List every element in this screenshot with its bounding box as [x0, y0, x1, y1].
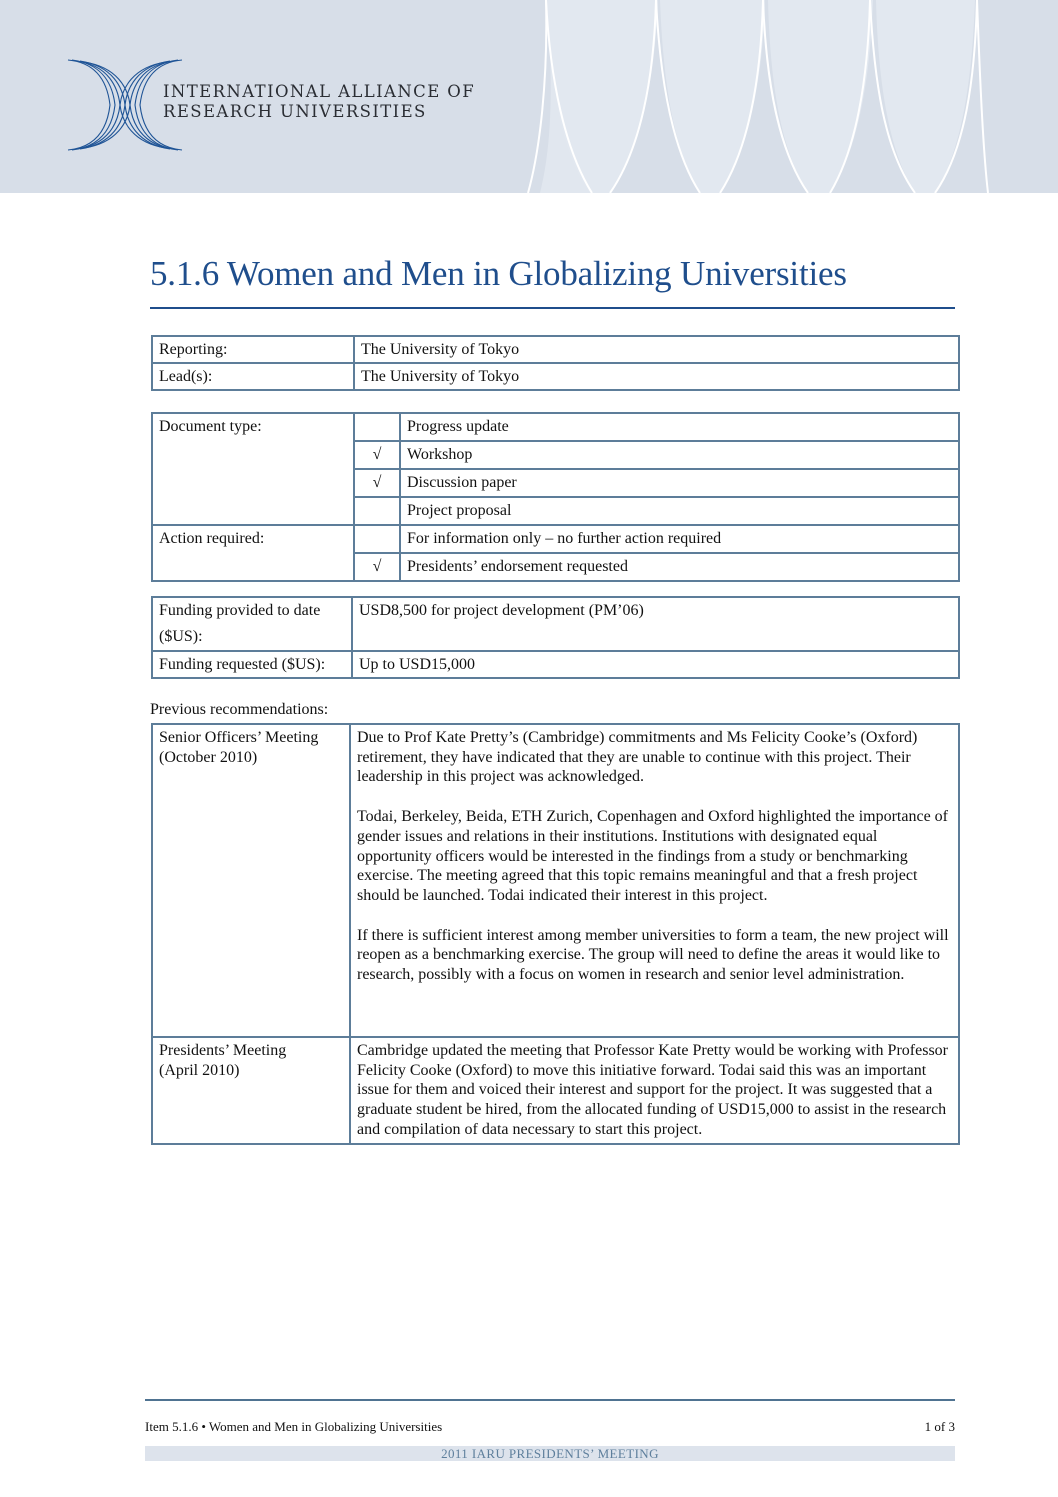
footer-item-title: Item 5.1.6 • Women and Men in Globalizing Universities — [145, 1419, 443, 1434]
leads-value: The University of Tokyo — [354, 363, 959, 390]
page-title: 5.1.6 Women and Men in Globalizing Universities — [150, 254, 847, 293]
checkmark — [354, 525, 400, 553]
table-row — [152, 336, 959, 363]
table-row — [152, 651, 959, 678]
org-name-line2: RESEARCH UNIVERSITIES — [163, 102, 427, 121]
checkmark: √ — [354, 469, 400, 497]
checkmark: √ — [354, 441, 400, 469]
leads-label: Lead(s): — [152, 363, 354, 390]
org-name-line1: INTERNATIONAL ALLIANCE OF — [163, 82, 476, 101]
meeting-cell — [152, 1037, 350, 1144]
table-row — [152, 525, 959, 553]
funding-provided-value: USD8,500 for project development (PM’06) — [352, 597, 959, 651]
org-name — [163, 82, 475, 122]
option-text: Discussion paper — [400, 469, 959, 497]
meeting-date: (April 2010) — [159, 1061, 240, 1079]
paragraph: Todai, Berkeley, Beida, ETH Zurich, Copenhagen and Oxford highlighted the importance of gender issues and relations in their institutions. Institutions with designated equal opportunity officers would be interested in the findings from a study or benchmarking exercise. The meeting agreed that this topic remains meaningful and that a fresh project should be launched. Todai indicated their interest in this project. — [357, 808, 948, 904]
table-row — [152, 597, 959, 651]
funding-provided-label-line2: ($US): — [159, 628, 203, 645]
table-row — [152, 724, 959, 1037]
recommendation-text — [350, 1037, 959, 1144]
funding-table — [151, 596, 960, 679]
option-text: Presidents’ endorsement requested — [400, 553, 959, 581]
meeting-cell — [152, 724, 350, 1037]
action-required-label: Action required: — [152, 525, 354, 581]
funding-requested-value: Up to USD15,000 — [352, 651, 959, 678]
funding-provided-label-line1: Funding provided to date — [159, 602, 321, 619]
paragraph: Due to Prof Kate Pretty’s (Cambridge) commitments and Ms Felicity Cooke’s (Oxford) retirement, they have indicated that they are unable to continue with this project. Their leadership in this project was acknowledged. — [357, 729, 918, 786]
page-number: 1 of 3 — [924, 1419, 955, 1434]
reporting-table — [151, 335, 960, 391]
paragraph: Cambridge updated the meeting that Professor Kate Pretty would be working with Professor Felicity Cooke (Oxford) to move this initiative forward. Todai said this was an important issue for them and voiced their interest and support for the project. It was suggested that a graduate student be hired, from the allocated funding of USD15,000 to assist in the research and compilation of data necessary to start this project. — [357, 1042, 948, 1138]
reporting-value: The University of Tokyo — [354, 336, 959, 363]
footer-divider — [145, 1399, 955, 1401]
footer-band: 2011 IARU PRESIDENTS’ MEETING — [145, 1446, 955, 1461]
table-row — [152, 363, 959, 390]
reporting-label: Reporting: — [152, 336, 354, 363]
recommendations-table — [151, 723, 960, 1145]
checkmark: √ — [354, 553, 400, 581]
option-text: Project proposal — [400, 497, 959, 525]
table-row — [152, 1037, 959, 1144]
funding-provided-label — [152, 597, 352, 651]
table-row — [152, 413, 959, 441]
option-text: For information only – no further action required — [400, 525, 959, 553]
meeting-name: Senior Officers’ Meeting — [159, 729, 319, 746]
option-text: Progress update — [400, 413, 959, 441]
previous-recommendations-label: Previous recommendations: — [150, 701, 329, 718]
paragraph: If there is sufficient interest among member universities to form a team, the new project will reopen as a benchmarking exercise. The group will need to define the areas it would like to research, possibly with a focus on women in research and senior level administration. — [357, 926, 949, 984]
option-text: Workshop — [400, 441, 959, 469]
funding-requested-label: Funding requested ($US): — [152, 651, 352, 678]
recommendation-text — [350, 724, 959, 1037]
document-type-table — [151, 412, 960, 582]
header-banner — [0, 0, 1058, 193]
document-type-label: Document type: — [152, 413, 354, 525]
checkmark — [354, 497, 400, 525]
checkmark — [354, 413, 400, 441]
title-divider — [150, 307, 955, 309]
meeting-date: (October 2010) — [159, 748, 258, 766]
meeting-name: Presidents’ Meeting — [159, 1042, 287, 1059]
